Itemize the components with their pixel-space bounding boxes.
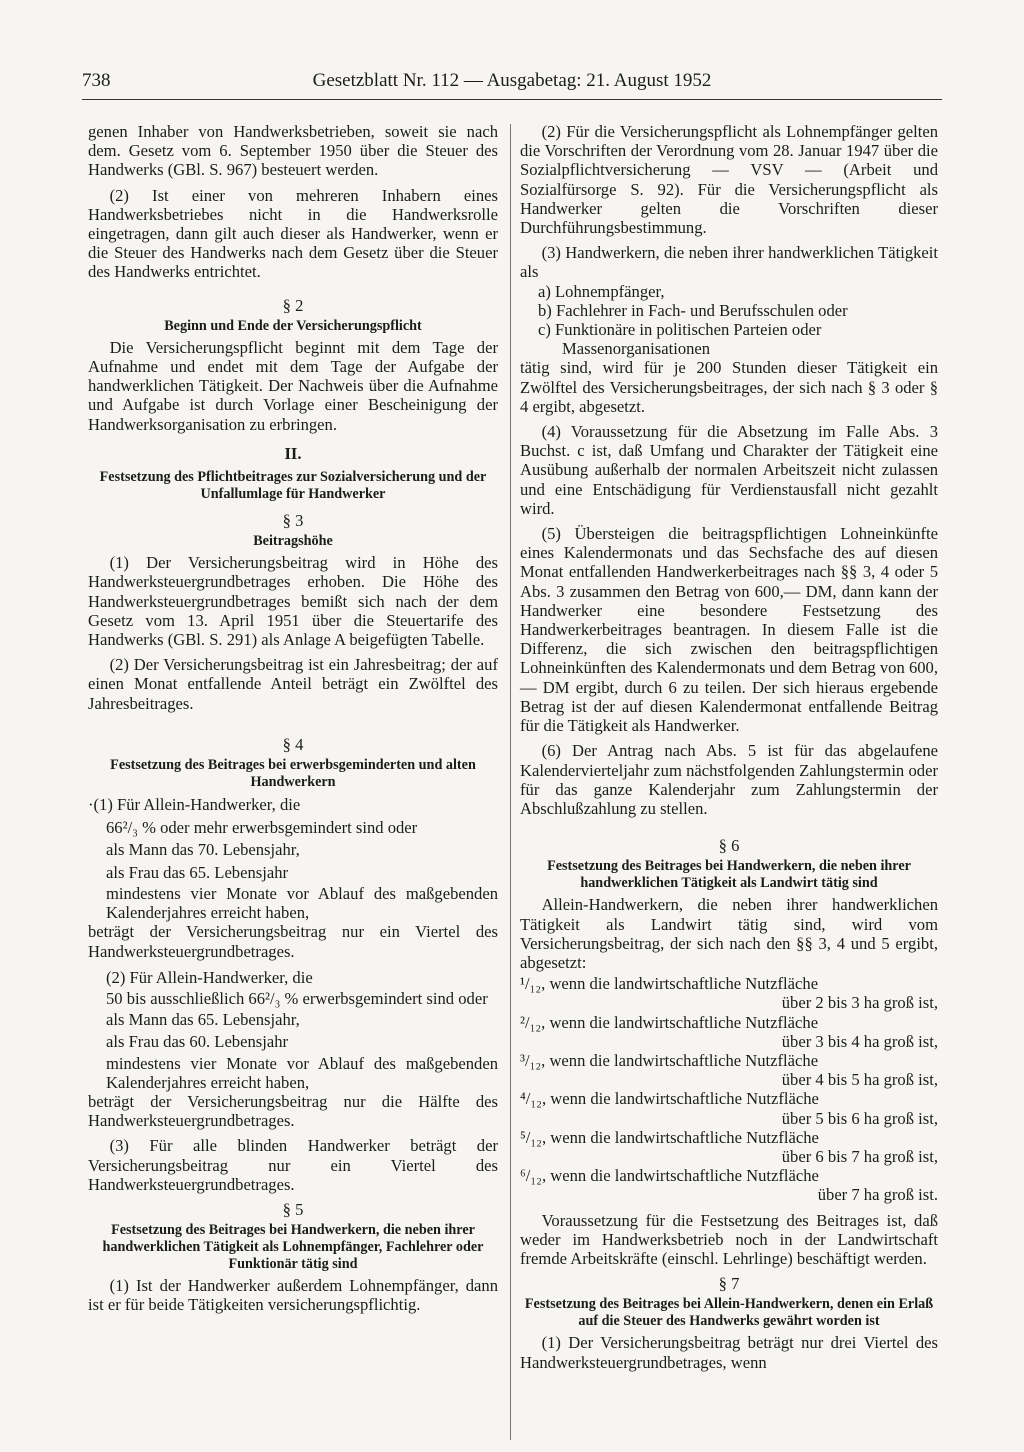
list-line: ·(1) Für Allein-Handwerker, die: [88, 795, 301, 815]
list-line: 50 bis ausschließlich 66²/₃ % erwerbsgemindert sind oder: [106, 989, 488, 1009]
section-number: § 6: [718, 836, 740, 856]
list-line: über 4 bis 5 ha groß ist,: [781, 1070, 938, 1090]
paragraph: (3) Handwerkern, die neben ihrer handwerklichen Tätigkeit als: [520, 243, 938, 282]
paragraph: (1) Der Versicherungsbeitrag wird in Höhe des Handwerksteuergrundbetrages erhoben. Die Höhe des Handwerksteuergrundbetrages bemißt sich nach der dem Gesetz vom 13. April 1951 über die Steuertarife des Handwerks (GBl. S. 291) als Anlage A beigefügten Tabelle.: [88, 553, 498, 650]
list-line: als Mann das 70. Lebensjahr,: [106, 840, 300, 860]
left-column: [88, 122, 498, 1321]
list-item: b) Fachlehrer in Fach- und Berufsschulen oder: [538, 300, 848, 320]
paragraph: (2) Der Versicherungsbeitrag ist ein Jahresbeitrag; der auf einen Monat entfallende Anteil beträgt ein Zwölftel des Jahresbeitrages.: [88, 655, 498, 713]
paragraph: (6) Der Antrag nach Abs. 5 ist für das abgelaufene Kalendervierteljahr zum nächstfolgenden Zahlungstermin oder für das ganze Kalenderjahr zum Zahlungstermin der Abschlußzahlung zu stellen.: [520, 741, 938, 818]
section-title: Festsetzung des Beitrages bei Handwerkern, die neben ihrer handwerklichen Tätigkeit als Lohnempfänger, Fachlehrer oder Funktionär tätig sind: [102, 1222, 484, 1273]
paragraph: beträgt der Versicherungsbeitrag nur die Hälfte des Handwerksteuergrundbetrages.: [88, 1092, 498, 1131]
paragraph: genen Inhaber von Handwerksbetrieben, soweit sie nach dem. Gesetz vom 6. September 1950 über die Steuer des Handwerks (GBl. S. 967) besteuert werden.: [88, 122, 498, 180]
list-line: (2) Für Allein-Handwerker, die: [106, 967, 313, 987]
list-line: über 3 bis 4 ha groß ist,: [781, 1031, 938, 1051]
paragraph: (2) Für die Versicherungspflicht als Lohnempfänger gelten die Vorschriften der Verordnung vom 28. Januar 1947 über die Sozialpflichtversicherung — VSV — (Arbeit und Sozialfürsorge S. 92). Für die Versicherungspflicht als Handwerker gelten die Vorschriften dieser Durchführungsbestimmung.: [520, 122, 938, 238]
paragraph: Allein-Handwerkern, die neben ihrer handwerklichen Tätigkeit als Landwirt tätig sind, wird vom Versicherungsbeitrag, der sich nach den §§ 3, 4 und 5 ergibt, abgesetzt:: [520, 895, 938, 972]
section-number: § 7: [718, 1274, 740, 1294]
list-line: über 6 bis 7 ha groß ist,: [781, 1146, 938, 1166]
list-line: mindestens vier Monate vor Ablauf des maßgebenden Kalenderjahres erreicht haben,: [106, 1053, 498, 1092]
paragraph: Die Versicherungspflicht beginnt mit dem Tage der Aufnahme und endet mit dem Tage der Aufgabe der handwerklichen Tätigkeit. Der Nachweis über die Aufnahme und Aufgabe ist durch Vorlage einer Bescheinigung der Handwerksorganisation zu erbringen.: [88, 337, 498, 434]
section-number: § 5: [282, 1200, 304, 1220]
paragraph: (4) Voraussetzung für die Absetzung im Falle Abs. 3 Buchst. c ist, daß Umfang und Charakter der Tätigkeit eine Ausübung außerhalb der normalen Arbeitszeit nicht zulassen und eine Entschädigung für Verdienstausfall nicht gezahlt wird.: [520, 422, 938, 518]
list-line: ⁶/₁₂, wenn die landwirtschaftliche Nutzfläche: [520, 1166, 819, 1186]
header-title: Gesetzblatt Nr. 112 — Ausgabetag: 21. August 1952: [312, 70, 712, 91]
list-line: 66²/₃ % oder mehr erwerbsgemindert sind oder: [106, 817, 418, 837]
section-number: § 2: [282, 295, 304, 315]
paragraph: (1) Der Versicherungsbeitrag beträgt nur drei Viertel des Handwerksteuergrundbetrages, wenn: [520, 1333, 938, 1372]
section-title: Beitragshöhe: [253, 533, 333, 550]
list-line: als Frau das 60. Lebensjahr: [106, 1032, 289, 1052]
list-line: ¹/₁₂, wenn die landwirtschaftliche Nutzfläche: [520, 974, 819, 994]
list-line: als Frau das 65. Lebensjahr: [106, 862, 289, 882]
list-line: über 2 bis 3 ha groß ist,: [781, 993, 938, 1013]
paragraph: (3) Für alle blinden Handwerker beträgt der Versicherungsbeitrag nur ein Viertel des Handwerksteuergrundbetrages.: [88, 1136, 498, 1194]
paragraph: (2) Ist einer von mehreren Inhabern eines Handwerksbetriebes nicht in die Handwerksrolle eingetragen, dann gilt auch dieser als Handwerker, wenn er die Steuer des Handwerks nach dem Gesetz über die Steuer des Handwerks entrichtet.: [88, 185, 498, 282]
list-line: mindestens vier Monate vor Ablauf des maßgebenden Kalenderjahres erreicht haben,: [106, 884, 498, 923]
right-column: [520, 122, 938, 1378]
part-number: II.: [284, 443, 302, 463]
paragraph: beträgt der Versicherungsbeitrag nur ein Viertel des Handwerksteuergrundbetrages.: [88, 922, 498, 961]
list-item: c) Funktionäre in politischen Parteien oder: [538, 320, 822, 340]
paragraph: tätig sind, wird für je 200 Stunden dieser Tätigkeit ein Zwölftel des Versicherungsbeitrages, der sich nach § 3 oder § 4 ergibt, abgesetzt.: [520, 358, 938, 416]
page-number: 738: [82, 70, 111, 91]
section-title: Festsetzung des Beitrages bei erwerbsgeminderten und alten Handwerkern: [110, 757, 476, 791]
paragraph: (1) Ist der Handwerker außerdem Lohnempfänger, dann ist er für beide Tätigkeiten versicherungspflichtig.: [88, 1276, 498, 1315]
paragraph: (5) Übersteigen die beitragspflichtigen Lohneinkünfte eines Kalendermonats und das Sechsfache des auf diesen Monat entfallenden Handwerkerbeitrages nach §§ 3, 4 oder 5 Abs. 3 zusammen den Betrag von 600,— DM, dann kann der Handwerker eine besondere Festsetzung des Handwerkerbeitrages beantragen. In diesem Falle ist die Differenz, die sich zwischen den beitragspflichtigen Lohneinkünften des Kalendermonats und dem Betrag von 600,— DM ergibt, durch 6 zu teilen. Der sich hieraus ergebende Betrag ist der auf diesen Kalendermonat entfallende Beitrag für die Tätigkeit als Handwerker.: [520, 524, 938, 736]
section-title: Beginn und Ende der Versicherungspflicht: [164, 317, 422, 334]
section-number: § 4: [282, 734, 304, 754]
list-line: ⁴/₁₂, wenn die landwirtschaftliche Nutzfläche: [520, 1089, 819, 1109]
list-item: a) Lohnempfänger,: [538, 281, 665, 301]
list-line: ³/₁₂, wenn die landwirtschaftliche Nutzfläche: [520, 1050, 819, 1070]
header-rule: [82, 99, 942, 100]
list-line: über 5 bis 6 ha groß ist,: [781, 1108, 938, 1128]
list-line: ²/₁₂, wenn die landwirtschaftliche Nutzfläche: [520, 1012, 819, 1032]
column-divider: [510, 124, 511, 1440]
page-header: [82, 70, 942, 98]
section-title: Festsetzung des Beitrages bei Allein-Handwerkern, denen ein Erlaß auf die Steuer des Handwerks gewährt worden ist: [524, 1296, 934, 1330]
paragraph: Voraussetzung für die Festsetzung des Beitrages ist, daß weder im Handwerksbetrieb noch in der Landwirtschaft fremde Arbeitskräfte (einschl. Lehrlinge) beschäftigt werden.: [520, 1210, 938, 1268]
list-item: Massenorganisationen: [562, 339, 711, 359]
list-line: über 7 ha groß ist.: [817, 1185, 938, 1205]
list-line: ⁵/₁₂, wenn die landwirtschaftliche Nutzfläche: [520, 1127, 819, 1147]
list-line: als Mann das 65. Lebensjahr,: [106, 1009, 300, 1029]
part-title: Festsetzung des Pflichtbeitrages zur Sozialversicherung und der Unfallumlage für Handwerker: [99, 469, 487, 503]
section-title: Festsetzung des Beitrages bei Handwerkern, die neben ihrer handwerklichen Tätigkeit als Landwirt tätig sind: [547, 858, 911, 892]
section-number: § 3: [282, 511, 304, 531]
